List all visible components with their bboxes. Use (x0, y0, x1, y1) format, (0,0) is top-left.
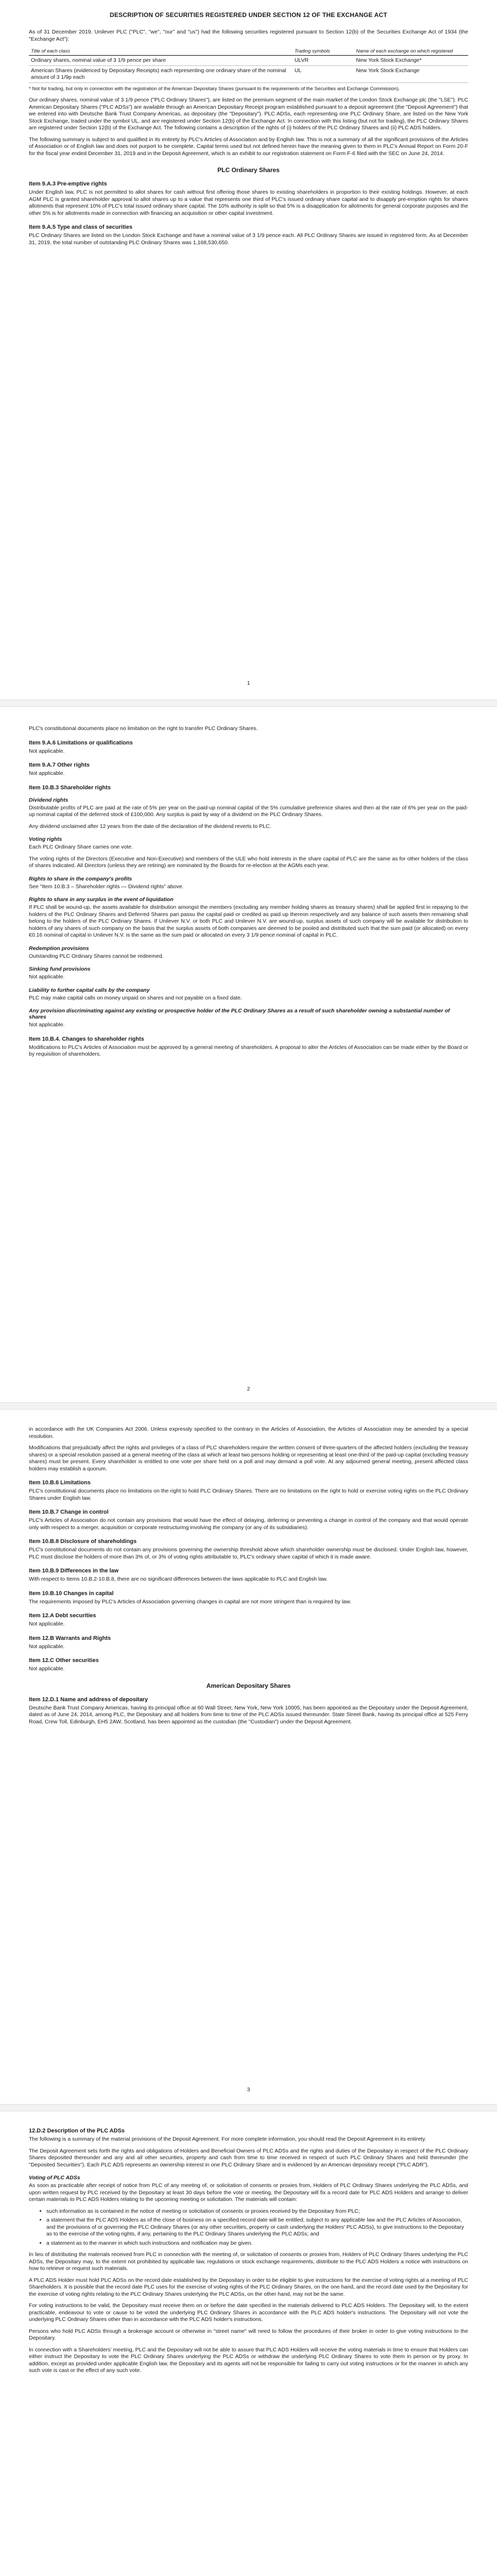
paragraph: Not applicable. (29, 748, 65, 754)
table-cell: American Shares (evidenced by Depositary Receipts) each representing one ordinary share of the nominal amount of 3 1/9p each (29, 66, 293, 83)
paragraph: Not applicable. (29, 1666, 65, 1672)
item-heading: Item 12.C Other securities (29, 1657, 99, 1664)
paragraph: A PLC ADS Holder must hold PLC ADSs on the record date established by the Depositary in order to be eligible to give instructions for the exercise of voting rights at a meeting of PLC Shareholders. It is possible that the record date PLC uses for the exercise of voting rights of the PLC Ordinary Shares, on the one hand, and the record date used by the Depositary for the exercise of voting rights relating to the PLC Ordinary Shares underlying the PLC ADSs, on the other hand, may not be the same. (29, 2277, 468, 2297)
page-separator (0, 2104, 497, 2111)
paragraph: Not applicable. (29, 770, 65, 776)
paragraph: PLC Ordinary Shares are listed on the London Stock Exchange and have a nominal value of 3 1/9 pence each. All PLC Ordinary Shares are issued in registered form. As at December 31, 2019, the total number of outstanding PLC Ordinary Shares was 1,168,530,650. (29, 232, 468, 246)
page-number: 3 (247, 2087, 250, 2093)
document-page-3 (0, 1412, 497, 2102)
paragraph: As soon as practicable after receipt of notice from PLC of any meeting of, or solicitation of consents or proxies from, Holders of PLC Ordinary Shares underlying the PLC ADSs, and upon written request by PLC received by the Depositary at least 30 days before the vote or meeting, the Depositary will fix a record date for PLC ADS Holders and arrange to deliver certain materials to PLC ADS Holders relating to the upcoming meeting or solicitation. The materials will contain: (29, 2182, 468, 2202)
subheading: Voting rights (29, 836, 62, 842)
paragraph: For voting instructions to be valid, the Depositary must receive them on or before the date specified in the materials delivered to PLC ADS Holders. The Depositary will, to the extent practicable, endeavour to vote or cause to be voted the underlying PLC Ordinary Shares in accordance with the PLC ADS holder's instructions. The Depositary will not vote the underlying PLC Ordinary Shares other than in accordance with the PLC ADS holder's instructions. (29, 2302, 468, 2323)
subheading: Any provision discriminating against any existing or prospective holder of the PLC Ordinary Shares as a result of such shareholder owning a substantial number of shares (29, 1008, 450, 1020)
item-heading: Item 10.B.7 Change in control (29, 1509, 109, 1515)
paragraph: Distributable profits of PLC are paid at the rate of 5% per year on the paid-up nominal capital of the 5% cumulative preference shares and then at the rate of 6% per year on the paid-up nominal capital of the deferred stock of £100,000. Any surplus is paid by way of a dividend on the PLC Ordinary Shares. (29, 804, 468, 818)
item-heading: Item 10.B.10 Changes in capital (29, 1590, 114, 1597)
page-separator (0, 1402, 497, 1410)
paragraph: in accordance with the UK Companies Act 2006. Unless expressly specified to the contrary in the Articles of Association, the Articles of Association may be amended by a special resolution. (29, 1426, 468, 1439)
table-header: Name of each exchange on which registered (354, 47, 468, 56)
document-title: DESCRIPTION OF SECURITIES REGISTERED UNDER SECTION 12 OF THE EXCHANGE ACT (110, 11, 387, 19)
paragraph: In lieu of distributing the materials received from PLC in connection with the meeting of, or solicitation of consents or proxies from, Holders of PLC Ordinary Shares underlying the PLC ADSs, the Depositary may, to the extent not prohibited by applicable law, regulations or stock exchange requirements, distribute to the PLC ADS Holders a notice with instructions on how to retrieve or request such materials. (29, 2251, 468, 2272)
paragraph: Not applicable. (29, 1643, 65, 1650)
item-heading: Item 9.A.3 Pre-emptive rights (29, 181, 107, 187)
subheading: Liability to further capital calls by the company (29, 987, 150, 993)
list-item: • such information as is contained in the notice of meeting or solicitation of consents or proxies received by the Depositary from PLC; (46, 2208, 468, 2215)
intro-paragraph: As of 31 December 2019, Unilever PLC ("PLC", "we", "our" and "us") had the following securities registered pursuant to Section 12(b) of the Securities Exchange Act of 1934 (the "Exchange Act"): (29, 29, 468, 42)
table-row (29, 66, 468, 83)
bullet-list (29, 2208, 468, 2247)
table-cell: New York Stock Exchange* (354, 56, 468, 66)
item-heading: Item 12.D.1 Name and address of depositary (29, 1696, 148, 1703)
page-number: 2 (247, 1386, 250, 1392)
item-heading: Item 10.B.6 Limitations (29, 1480, 91, 1486)
document-page-2 (0, 711, 497, 1401)
item-heading: Item 9.A.7 Other rights (29, 762, 90, 768)
paragraph: PLC's constitutional documents place no limitation on the right to transfer PLC Ordinary Shares. (29, 725, 258, 732)
page-number: 1 (247, 680, 250, 686)
paragraph: PLC's constitutional documents place no limitations on the right to hold PLC Ordinary Shares. There are no limitations on the right to hold or exercise voting rights on the PLC Ordinary Shares under English law. (29, 1488, 468, 1501)
item-heading: Item 9.A.6 Limitations or qualifications (29, 739, 133, 746)
paragraph: Outstanding PLC Ordinary Shares cannot be redeemed. (29, 953, 164, 959)
paragraph: Not applicable. (29, 1022, 65, 1028)
page-separator (0, 700, 497, 707)
paragraph: Each PLC Ordinary Share carries one vote. (29, 844, 133, 850)
item-heading: Item 9.A.5 Type and class of securities (29, 224, 132, 230)
paragraph: If PLC shall be wound-up, the assets available for distribution amongst the members (excluding any member holding shares as treasury shares) shall be applied first in repaying to the holders of the PLC Ordinary Shares and Deferred Shares pari passu the capital paid or credited as paid up thereon respectively and any balance of such assets then remaining shall belong to the holders of the PLC Ordinary Shares. If Unilever N.V. or both PLC and Unilever N.V. are wound-up, surplus assets of such company will be available for distribution to holders of any shares of such company on the basis that the surplus assets of both companies are deemed to be pooled and distributed such that the sum paid (or allocated) on every €0.16 nominal of capital in Unilever N.V. is the same as the sum paid or allocated on every 3 1/9 pence nominal of capital in PLC. (29, 904, 468, 938)
subheading: Dividend rights (29, 796, 68, 803)
subheading: Redemption provisions (29, 945, 89, 952)
document-page-1 (0, 0, 497, 696)
table-cell: UL (293, 66, 354, 83)
item-heading: Item 10.B.9 Differences in the law (29, 1568, 119, 1574)
paragraph: See "Item 10.B.3 – Shareholder rights — Dividend rights" above. (29, 883, 184, 890)
section-title: American Depositary Shares (206, 1682, 291, 1689)
document-page-4 (0, 2112, 497, 2576)
paragraph: PLC's constitutional documents do not contain any provisions governing the ownership threshold above which shareholder ownership must be disclosed. Under English law, however, PLC must disclose the holders of more than 3% of, or 3% of voting rights attributable to, PLC's ordinary share capital of which it is made aware. (29, 1547, 468, 1560)
paragraph: Not applicable. (29, 1621, 65, 1627)
paragraph: The following is a summary of the material provisions of the Deposit Agreement. For more complete information, you should read the Deposit Agreement in its entirety. (29, 2136, 426, 2142)
subheading: Rights to share in the company's profits (29, 875, 132, 882)
list-item: • a statement that the PLC ADS Holders as of the close of business on a specified record date will be entitled, subject to any applicable law and the PLC Articles of Association, and the provisions of or governing the PLC Ordinary Shares (or any other securities, property or cash underlying the Holders' PLC ADSs), to give instructions to the Depositary as to the exercise of the voting rights, if any, pertaining to the PLC Ordinary Shares underlying the PLC ADSs; and (46, 2217, 468, 2238)
subheading: Rights to share in any surplus in the event of liquidation (29, 896, 174, 903)
paragraph: In connection with a Shareholders' meeting, PLC and the Depositary will not be able to assure that PLC ADS Holders will receive the voting materials in time to ensure that Holders can either instruct the Depositary to vote the PLC Ordinary Shares underlying the PLC ADSs or withdraw the underlying PLC Ordinary Shares to vote them in person or by proxy. In addition, except as provided under applicable English law, the Depositary and its agents will not be responsible for failing to carry out voting instructions or for the manner in which any such vote is cast or the effect of any such vote. (29, 2346, 468, 2374)
subheading: Sinking fund provisions (29, 966, 91, 972)
paragraph: Persons who hold PLC ADSs through a brokerage account or otherwise in "street name" will need to follow the procedures of their broker in order to give voting instructions to the Depositary. (29, 2328, 468, 2341)
paragraph: The voting rights of the Directors (Executive and Non-Executive) and members of the ULE who hold interests in the share capital of PLC are the same as for other holders of the class of shares indicated. All Directors (unless they are retiring) are nominated by the Boards for re-election at the AGMs each year. (29, 855, 468, 869)
paragraph: Our ordinary shares, nominal value of 3 1/9 pence ("PLC Ordinary Shares"), are listed on the premium segment of the main market of the London Stock Exchange plc (the "LSE"). PLC American Depositary Shares ("PLC ADSs") are available through an American Depositary Receipt program established pursuant to a deposit agreement (the "Deposit Agreement") that we entered into with Deutsche Bank Trust Company Americas, as depositary (the "Depositary"). PLC ADSs, each representing one PLC Ordinary Share, are listed on the New York Stock Exchange, traded under the symbol UL, and are registered under Section 12(b) of the Exchange Act. In connection with this listing (but not for trading), the PLC Ordinary Shares are registered under Section 12(b) of the Exchange Act. The following contains a description of the rights of (i) holders of the PLC Ordinary Shares and (ii) PLC ADS holders. (29, 97, 468, 131)
table-header: Trading symbols (293, 47, 354, 56)
paragraph: Modifications to PLC's Articles of Association must be approved by a general meeting of shareholders. A proposal to alter the Articles of Association can be made either by the Board or by requisition of shareholders. (29, 1044, 468, 1057)
paragraph: PLC's Articles of Association do not contain any provisions that would have the effect of delaying, deferring or preventing a change in control of the company and that would operate only with respect to a merger, acquisition or corporate restructuring involving the company (or any of its subsidiaries). (29, 1517, 468, 1531)
item-heading: Item 10.B.8 Disclosure of shareholdings (29, 1538, 137, 1545)
paragraph: The requirements imposed by PLC's Articles of Association governing changes in capital are not more stringent than is required by law. (29, 1598, 351, 1605)
section-title: PLC Ordinary Shares (217, 166, 280, 174)
table-row (29, 56, 468, 66)
item-heading: Item 10.B.4. Changes to shareholder rights (29, 1036, 144, 1042)
paragraph: Modifications that prejudicially affect the rights and privileges of a class of PLC shareholders require the written consent of three-quarters of the affected holders (excluding the treasury shares) or a special resolution passed at a general meeting of the class at which at least two persons holding or representing at least one-third of the paid-up capital (excluding treasury shares) must be present. Every shareholder is entitled to one vote per share held on a poll and may demand a poll vote. At any adjourned general meeting, present affected class holders may establish a quorum. (29, 1445, 468, 1472)
paragraph: Any dividend unclaimed after 12 years from the date of the declaration of the dividend reverts to PLC. (29, 823, 271, 829)
list-item: • a statement as to the manner in which such instructions and notification may be given. (46, 2240, 468, 2247)
table-header: Title of each class (29, 47, 293, 56)
paragraph: With respect to Items 10.B.2-10.B.8, there are no significant differences between the laws applicable to PLC and English law. (29, 1576, 328, 1582)
table-footnote: * Not for trading, but only in connection with the registration of the American Depositary Shares (pursuant to the requirements of the Securities and Exchange Commission). (29, 86, 400, 92)
subheading: Voting of PLC ADSs (29, 2175, 80, 2181)
paragraph: Under English law, PLC is not permitted to allot shares for cash without first offering those shares to existing shareholders in proportion to their existing holdings. However, at each AGM PLC is granted shareholder approval to allot shares up to a value that represents one third of PLC's issued ordinary share capital and to disapply pre-emption rights for shares allotments that represent 10% of PLC's total issued ordinary share capital. The 10% authority is split so that 5% is a disapplication for allotments for general corporate purposes and the other 5% is for allotments made in connection with financing an acquisition or other capital investment. (29, 189, 468, 216)
paragraph: Not applicable. (29, 974, 65, 980)
securities-table (29, 47, 468, 83)
paragraph: Deutsche Bank Trust Company Americas, having its principal office at 60 Wall Street, New York, New York 10005, has been appointed as the Depositary under the Deposit Agreement, dated as of June 24, 2014, among PLC, the Depositary and all holders from time to time of the PLC ADSs issued thereunder. State Street Bank, having its principal office at 525 Ferry Road, Crew Toll, Edinburgh, EH5 2AW, Scotland, has been appointed as the custodian (the "Custodian") under the Deposit Agreement. (29, 1704, 468, 1725)
item-heading: Item 12.A Debt securities (29, 1613, 96, 1619)
paragraph: PLC may make capital calls on money unpaid on shares and not payable on a fixed date. (29, 994, 242, 1001)
table-cell: ULVR (293, 56, 354, 66)
item-heading: Item 12.B Warrants and Rights (29, 1635, 111, 1641)
paragraph: The following summary is subject to and qualified in its entirety by PLC's Articles of Association and by English law. This is not a summary of all the significant provisions of the Articles of Association or of English law and does not purport to be complete. Capital terms used but not defined herein have the meaning given to them in PLC's Annual Report on Form 20-F for the fiscal year ended December 31, 2019 and in the Deposit Agreement, which is an exhibit to our registration statement on Form F-6 filed with the SEC on June 24, 2014. (29, 136, 468, 157)
item-heading: 12.D.2 Description of the PLC ADSs (29, 2128, 125, 2134)
table-cell: Ordinary shares, nominal value of 3 1/9 pence per share (29, 56, 293, 66)
paragraph: The Deposit Agreement sets forth the rights and obligations of Holders and Beneficial Owners of PLC ADSs and the rights and duties of the Depositary in respect of the PLC Ordinary Shares deposited thereunder and any and all other securities, property and cash from time to time received in respect of such PLC Ordinary Shares and held thereunder (the "Deposited Securities"). Each PLC ADS represents an ownership interest in one PLC Ordinary Share and is evidenced by an American depositary receipt ("PLC ADR"). (29, 2147, 468, 2168)
item-heading: Item 10.B.3 Shareholder rights (29, 784, 111, 791)
table-cell: New York Stock Exchange (354, 66, 468, 83)
